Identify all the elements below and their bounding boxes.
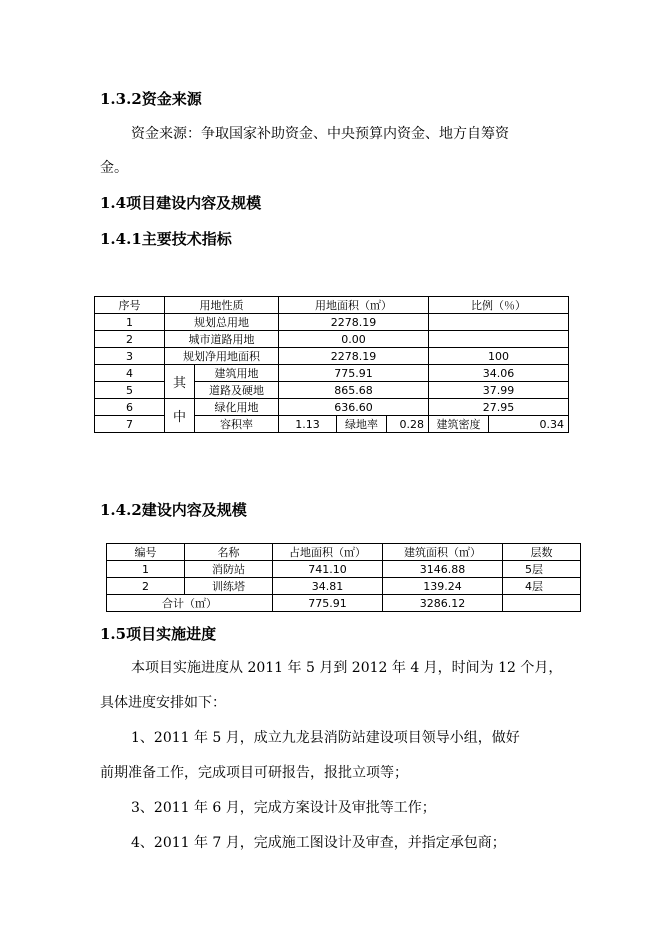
section-heading-1-4-1: 1.4.1主要技术指标 [100, 230, 232, 248]
cell-floors: 5层 [503, 561, 581, 578]
schedule-text-line1: 本项目实施进度从 2011 年 5 月到 2012 年 4 月，时间为 12 个月， [131, 660, 563, 676]
green-ratio-label: 绿地率 [337, 416, 387, 433]
header-cell: 建筑面积（㎡） [383, 544, 503, 561]
cell-name: 消防站 [185, 561, 273, 578]
header-cell: 占地面积（㎡） [273, 544, 383, 561]
sub-label-zhong: 中 [165, 399, 195, 433]
cell-area: 865.68 [279, 382, 429, 399]
total-building-area: 3286.12 [383, 595, 503, 612]
funding-text-line1: 资金来源：争取国家补助资金、中央预算内资金、地方自筹资 [131, 126, 509, 142]
cell-no: 1 [107, 561, 185, 578]
table-row [95, 365, 569, 382]
table-row [95, 348, 569, 365]
schedule-item-3: 3、2011 年 6 月，完成方案设计及审批等工作； [131, 800, 436, 816]
cell-no: 3 [95, 348, 165, 365]
cell-area: 775.91 [279, 365, 429, 382]
table-row [95, 399, 569, 416]
cell-area: 636.60 [279, 399, 429, 416]
cell-ratio: 100 [429, 348, 569, 365]
cell-land-area: 741.10 [273, 561, 383, 578]
cell-area: 2278.19 [279, 314, 429, 331]
cell-no: 1 [95, 314, 165, 331]
header-cell: 序号 [95, 297, 165, 314]
cell-area: 0.00 [279, 331, 429, 348]
table-row [107, 561, 581, 578]
far-label: 容积率 [195, 416, 279, 433]
cell-no: 7 [95, 416, 165, 433]
header-cell: 用地面积（㎡） [279, 297, 429, 314]
cell-type: 道路及硬地 [195, 382, 279, 399]
table-header-row [107, 544, 581, 561]
cell-name: 训练塔 [185, 578, 273, 595]
cell-ratio [429, 314, 569, 331]
cell-type: 建筑用地 [195, 365, 279, 382]
cell-land-area: 34.81 [273, 578, 383, 595]
cell-no: 6 [95, 399, 165, 416]
cell-type: 规划净用地面积 [165, 348, 279, 365]
cell-type: 城市道路用地 [165, 331, 279, 348]
cell-no: 5 [95, 382, 165, 399]
header-cell: 比例（％） [429, 297, 569, 314]
cell-no: 4 [95, 365, 165, 382]
header-cell: 编号 [107, 544, 185, 561]
table-row [95, 331, 569, 348]
cell-ratio [429, 331, 569, 348]
table-row [95, 314, 569, 331]
sub-label-qi: 其 [165, 365, 195, 399]
schedule-item-4: 4、2011 年 7 月，完成施工图设计及审查，并指定承包商； [131, 835, 506, 851]
section-heading-1-4: 1.4项目建设内容及规模 [100, 194, 262, 212]
cell-ratio: 37.99 [429, 382, 569, 399]
total-floors-empty [503, 595, 581, 612]
cell-ratio: 27.95 [429, 399, 569, 416]
far-value: 1.13 [279, 416, 337, 433]
cell-building-area: 3146.88 [383, 561, 503, 578]
cell-no: 2 [95, 331, 165, 348]
section-heading-1-4-2: 1.4.2建设内容及规模 [100, 501, 247, 519]
cell-floors: 4层 [503, 578, 581, 595]
header-cell: 名称 [185, 544, 273, 561]
schedule-item-1-line2: 前期准备工作，完成项目可研报告，报批立项等； [100, 765, 408, 781]
density-value: 0.34 [489, 416, 569, 433]
construction-content-table [106, 543, 581, 612]
green-ratio-value: 0.28 [387, 416, 429, 433]
cell-type: 绿化用地 [195, 399, 279, 416]
header-cell: 层数 [503, 544, 581, 561]
cell-ratio: 34.06 [429, 365, 569, 382]
technical-indicators-table [94, 296, 569, 433]
header-cell: 用地性质 [165, 297, 279, 314]
schedule-text-line2: 具体进度安排如下： [100, 695, 226, 711]
cell-building-area: 139.24 [383, 578, 503, 595]
cell-area: 2278.19 [279, 348, 429, 365]
table-header-row [95, 297, 569, 314]
section-heading-1-5: 1.5项目实施进度 [100, 625, 217, 643]
total-label: 合计（㎡） [107, 595, 273, 612]
cell-type: 规划总用地 [165, 314, 279, 331]
table-total-row [107, 595, 581, 612]
funding-text-line2: 金。 [100, 160, 128, 176]
schedule-item-1-line1: 1、2011 年 5 月，成立九龙县消防站建设项目领导小组，做好 [131, 730, 520, 746]
section-heading-1-3-2: 1.3.2资金来源 [100, 90, 202, 108]
cell-no: 2 [107, 578, 185, 595]
density-label: 建筑密度 [429, 416, 489, 433]
table-row [107, 578, 581, 595]
total-land-area: 775.91 [273, 595, 383, 612]
